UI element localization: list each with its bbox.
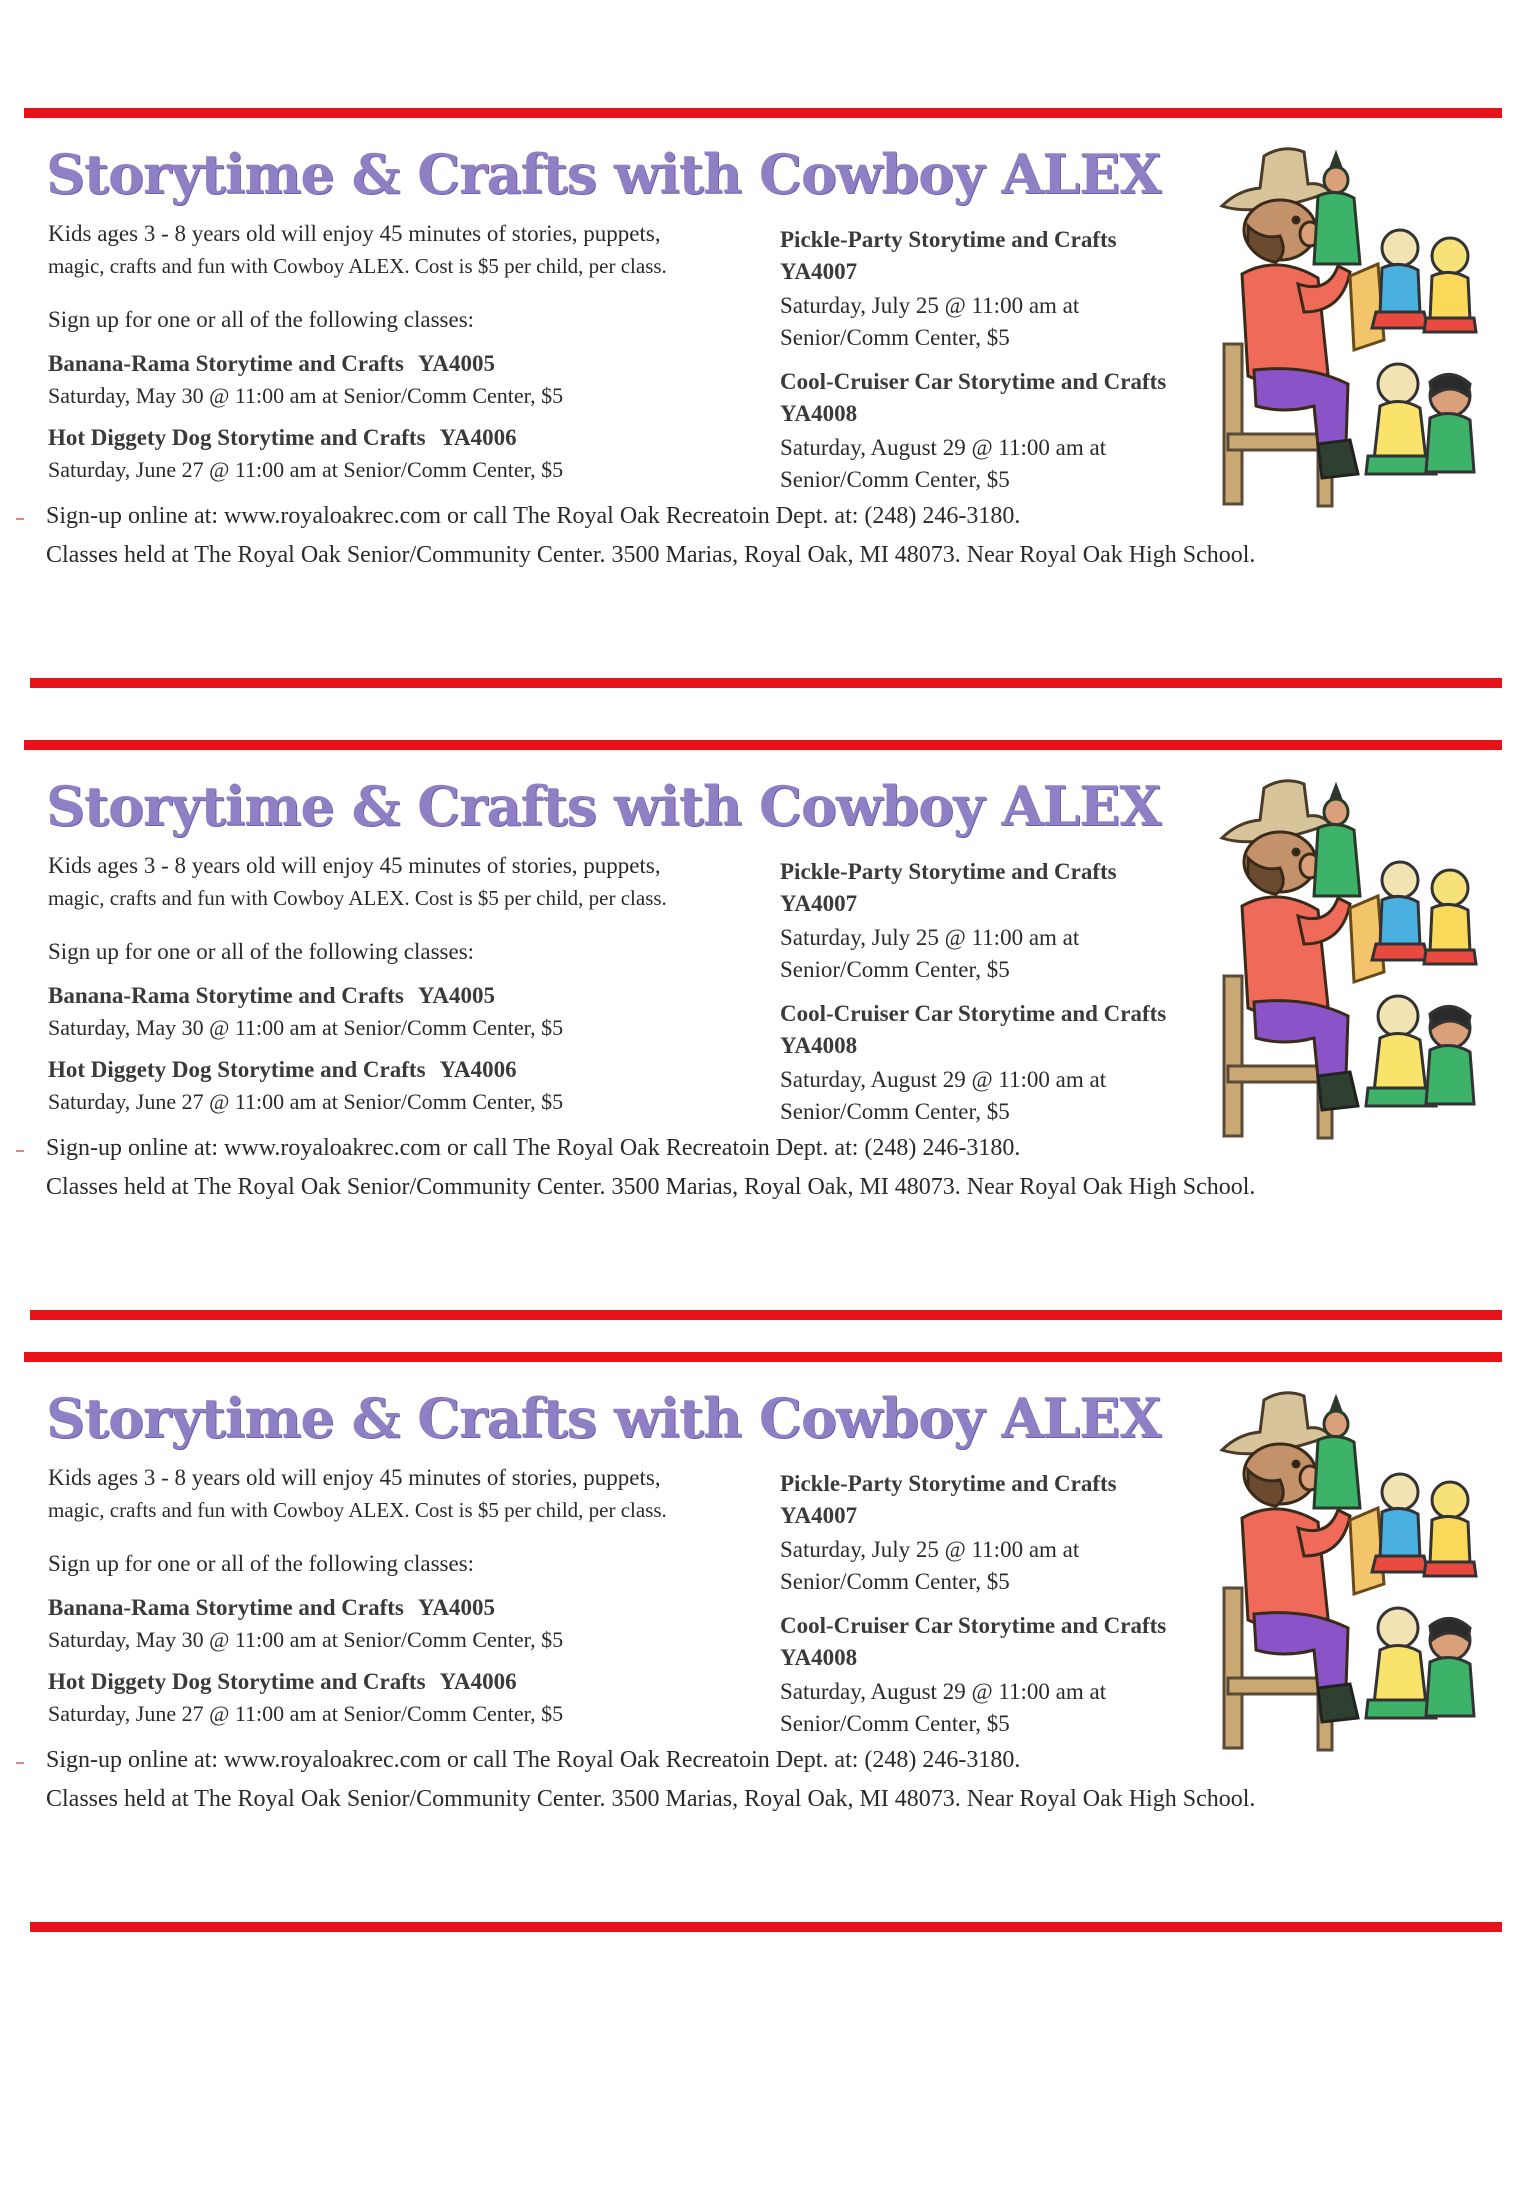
signup-prompt: Sign up for one or all of the following classes: — [48, 939, 475, 964]
class-details-pickle-party-2: Senior/Comm Center, $5 — [780, 957, 1010, 982]
kid-3 — [1366, 364, 1436, 474]
kid-3 — [1366, 996, 1436, 1106]
kid-4 — [1426, 1618, 1474, 1716]
flyer-title: Storytime & Crafts with Cowboy ALEX — [46, 774, 1161, 838]
class-code-cool-cruiser: YA4008 — [780, 401, 858, 426]
cowboy-head — [1244, 832, 1320, 894]
flyer-coupon — [0, 108, 1530, 708]
top-red-rule — [24, 740, 1502, 750]
scan-mark — [16, 1762, 24, 1764]
intro-line-1: Kids ages 3 - 8 years old will enjoy 45 minutes of stories, puppets, — [48, 1465, 661, 1490]
bottom-red-rule — [30, 1922, 1502, 1932]
intro-line-1: Kids ages 3 - 8 years old will enjoy 45 minutes of stories, puppets, — [48, 853, 661, 878]
class-details-pickle-party-1: Saturday, July 25 @ 11:00 am at — [780, 925, 1080, 950]
class-title-cool-cruiser: Cool-Cruiser Car Storytime and Crafts — [780, 1613, 1167, 1638]
flyer-title: Storytime & Crafts with Cowboy ALEX — [46, 1386, 1161, 1450]
class-name: Banana-Rama Storytime and Crafts — [48, 1595, 404, 1620]
boots — [1318, 1684, 1358, 1722]
cowboy-storyteller-illustration — [1218, 776, 1480, 1146]
class-title-banana-rama — [48, 1592, 495, 1624]
boots — [1318, 1072, 1358, 1110]
class-details-banana-rama: Saturday, May 30 @ 11:00 am at Senior/Comm Center, $5 — [48, 1627, 564, 1652]
signup-prompt: Sign up for one or all of the following classes: — [48, 1551, 475, 1576]
kid-4 — [1426, 1006, 1474, 1104]
class-details-banana-rama: Saturday, May 30 @ 11:00 am at Senior/Comm Center, $5 — [48, 1015, 564, 1040]
class-title-banana-rama — [48, 980, 495, 1012]
class-name: Hot Diggety Dog Storytime and Crafts — [48, 425, 426, 450]
class-details-hot-diggety-dog: Saturday, June 27 @ 11:00 am at Senior/Comm Center, $5 — [48, 457, 564, 482]
class-details-pickle-party-2: Senior/Comm Center, $5 — [780, 1569, 1010, 1594]
class-title-banana-rama — [48, 348, 495, 380]
class-code: YA4006 — [439, 1669, 517, 1694]
class-code-cool-cruiser: YA4008 — [780, 1645, 858, 1670]
class-details-hot-diggety-dog: Saturday, June 27 @ 11:00 am at Senior/Comm Center, $5 — [48, 1089, 564, 1114]
class-details-cool-cruiser-1: Saturday, August 29 @ 11:00 am at — [780, 435, 1107, 460]
class-details-pickle-party-1: Saturday, July 25 @ 11:00 am at — [780, 293, 1080, 318]
class-code-cool-cruiser: YA4008 — [780, 1033, 858, 1058]
kid-4 — [1426, 374, 1474, 472]
kid-2 — [1424, 238, 1476, 332]
class-details-cool-cruiser-2: Senior/Comm Center, $5 — [780, 1099, 1010, 1124]
class-details-banana-rama: Saturday, May 30 @ 11:00 am at Senior/Comm Center, $5 — [48, 383, 564, 408]
class-name: Banana-Rama Storytime and Crafts — [48, 983, 404, 1008]
cowboy-red-shirt — [1242, 1509, 1328, 1629]
intro-line-2: magic, crafts and fun with Cowboy ALEX. Cost is $5 per child, per class. — [48, 254, 667, 278]
class-title-hot-diggety-dog — [48, 422, 517, 454]
kid-1 — [1372, 862, 1428, 960]
class-title-pickle-party: Pickle-Party Storytime and Crafts — [780, 859, 1117, 884]
boots — [1318, 440, 1358, 478]
class-name: Hot Diggety Dog Storytime and Crafts — [48, 1057, 426, 1082]
kid-2 — [1424, 870, 1476, 964]
top-red-rule — [24, 108, 1502, 118]
kid-1 — [1372, 1474, 1428, 1572]
class-code: YA4005 — [417, 351, 495, 376]
class-code: YA4005 — [417, 983, 495, 1008]
intro-line-2: magic, crafts and fun with Cowboy ALEX. Cost is $5 per child, per class. — [48, 886, 667, 910]
cowboy-storyteller-illustration — [1218, 144, 1480, 514]
footer-location-line: Classes held at The Royal Oak Senior/Community Center. 3500 Marias, Royal Oak, MI 48073. Near Royal Oak High School. — [46, 1786, 1256, 1812]
class-title-pickle-party: Pickle-Party Storytime and Crafts — [780, 1471, 1117, 1496]
bottom-red-rule — [30, 678, 1502, 688]
flyer-coupon — [0, 1352, 1530, 1952]
class-name: Banana-Rama Storytime and Crafts — [48, 351, 404, 376]
footer-signup-line: Sign-up online at: www.royaloakrec.com or call The Royal Oak Recreatoin Dept. at: (248) 246-3180. — [46, 1747, 1021, 1773]
class-title-cool-cruiser: Cool-Cruiser Car Storytime and Crafts — [780, 1001, 1167, 1026]
footer-location-line: Classes held at The Royal Oak Senior/Community Center. 3500 Marias, Royal Oak, MI 48073. Near Royal Oak High School. — [46, 542, 1256, 568]
class-code-pickle-party: YA4007 — [780, 259, 858, 284]
class-details-pickle-party-1: Saturday, July 25 @ 11:00 am at — [780, 1537, 1080, 1562]
class-details-cool-cruiser-2: Senior/Comm Center, $5 — [780, 467, 1010, 492]
cowboy-head — [1244, 1444, 1320, 1506]
footer-signup-line: Sign-up online at: www.royaloakrec.com or call The Royal Oak Recreatoin Dept. at: (248) 246-3180. — [46, 503, 1021, 529]
class-code: YA4006 — [439, 1057, 517, 1082]
cowboy-head — [1244, 200, 1320, 262]
cowboy-storyteller-illustration — [1218, 1388, 1480, 1758]
class-details-cool-cruiser-1: Saturday, August 29 @ 11:00 am at — [780, 1679, 1107, 1704]
cowboy-red-shirt — [1242, 897, 1328, 1017]
flyer-title: Storytime & Crafts with Cowboy ALEX — [46, 142, 1161, 206]
scan-mark — [16, 518, 24, 520]
class-code-pickle-party: YA4007 — [780, 1503, 858, 1528]
class-details-cool-cruiser-1: Saturday, August 29 @ 11:00 am at — [780, 1067, 1107, 1092]
kid-1 — [1372, 230, 1428, 328]
class-title-cool-cruiser: Cool-Cruiser Car Storytime and Crafts — [780, 369, 1167, 394]
puppet-figure — [1314, 786, 1360, 896]
bottom-red-rule — [30, 1310, 1502, 1320]
class-code-pickle-party: YA4007 — [780, 891, 858, 916]
class-details-hot-diggety-dog: Saturday, June 27 @ 11:00 am at Senior/Comm Center, $5 — [48, 1701, 564, 1726]
class-code: YA4006 — [439, 425, 517, 450]
class-title-hot-diggety-dog — [48, 1666, 517, 1698]
flyer-coupon — [0, 740, 1530, 1340]
class-details-pickle-party-2: Senior/Comm Center, $5 — [780, 325, 1010, 350]
footer-location-line: Classes held at The Royal Oak Senior/Community Center. 3500 Marias, Royal Oak, MI 48073. Near Royal Oak High School. — [46, 1174, 1256, 1200]
class-title-hot-diggety-dog — [48, 1054, 517, 1086]
puppet-figure — [1314, 154, 1360, 264]
class-title-pickle-party: Pickle-Party Storytime and Crafts — [780, 227, 1117, 252]
top-red-rule — [24, 1352, 1502, 1362]
class-code: YA4005 — [417, 1595, 495, 1620]
cowboy-red-shirt — [1242, 265, 1328, 385]
signup-prompt: Sign up for one or all of the following classes: — [48, 307, 475, 332]
footer-signup-line: Sign-up online at: www.royaloakrec.com or call The Royal Oak Recreatoin Dept. at: (248) 246-3180. — [46, 1135, 1021, 1161]
scan-mark — [16, 1150, 24, 1152]
kid-3 — [1366, 1608, 1436, 1718]
class-name: Hot Diggety Dog Storytime and Crafts — [48, 1669, 426, 1694]
intro-line-1: Kids ages 3 - 8 years old will enjoy 45 minutes of stories, puppets, — [48, 221, 661, 246]
class-details-cool-cruiser-2: Senior/Comm Center, $5 — [780, 1711, 1010, 1736]
intro-line-2: magic, crafts and fun with Cowboy ALEX. Cost is $5 per child, per class. — [48, 1498, 667, 1522]
kid-2 — [1424, 1482, 1476, 1576]
puppet-figure — [1314, 1398, 1360, 1508]
